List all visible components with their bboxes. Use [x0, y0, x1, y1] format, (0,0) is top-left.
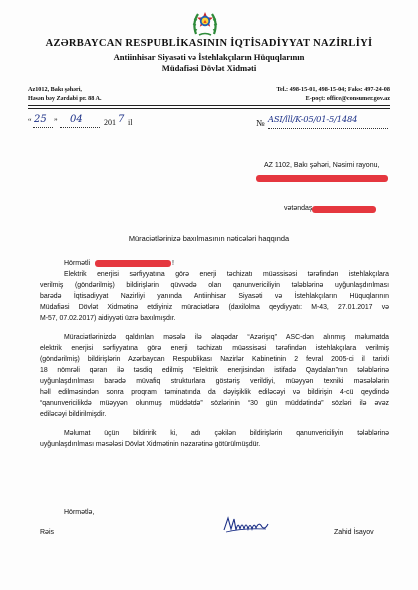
- p3-line: Məlumat üçün bildiririk ki, adı çəkilən bildirişlərin qanunvericiliyin tələblərinə: [64, 430, 389, 437]
- p1-line: Müdafiəsi Dövlət Xidmətinə etdiyiniz müraciətlərə (daxilolma qeydiyyatı: M-43, 27.01.2017 və: [40, 304, 389, 311]
- date-il-label: il: [128, 118, 133, 127]
- p2-line: həll edilməsindən sonra proqram təminatında da dəyişiklik ediləcəyi və bildirişin 4-cü qeydində: [40, 389, 389, 396]
- salutation: Hörmətli: [64, 260, 91, 267]
- recipient-vetendas: vətəndaş: [284, 205, 313, 212]
- ministry-title: AZƏRBAYCAN RESPUBLİKASININ İQTİSADİYYAT NAZİRLİYİ: [45, 38, 373, 49]
- handwritten-signature-icon: [222, 512, 270, 536]
- recipient-address: AZ 1102, Bakı şəhəri, Nəsimi rayonu,: [264, 162, 380, 169]
- date-day-line: [33, 127, 53, 128]
- contact-email: E-poçt: office@consumer.gov.az: [305, 95, 390, 102]
- salutation-end: !: [172, 260, 174, 267]
- agency-title-line1: Antiinhisar Siyasəti və İstehlakçıların Hüquqlarının: [113, 52, 305, 62]
- subject: Müraciətlərinizə baxılmasının nəticələri haqqında: [128, 234, 290, 243]
- signatory-title: Rəis: [40, 529, 55, 536]
- date-close-quote: ”: [54, 117, 58, 126]
- agency-title-line2: Müdafiəsi Dövlət Xidməti: [161, 63, 257, 73]
- header-rule-thick: [28, 105, 390, 106]
- redacted-salutation-name: [95, 260, 171, 267]
- p1-line: M-57, 07.02.2017) aidiyyəti üzrə baxılmışdır.: [40, 315, 176, 322]
- date-year-suffix: 7: [118, 114, 125, 125]
- date-year-prefix: 201: [104, 118, 116, 127]
- p2-line: Müraciətlərinizdə qaldırılan məsələ ilə əlaqədar “Azərişıq” ASC-dən alınmış məlumatda: [64, 334, 389, 341]
- p1-line: verilmiş (göndərilmiş) bildirişlərin qüvvədə olan qanunvericiliyin tələblərinə uyğunlaşdırılması: [40, 282, 389, 289]
- p3-line: uyğunlaşdırılması məsələsi Dövlət Xidmətinin nəzarətinə götürülmüşdür.: [40, 441, 261, 448]
- closing-regards: Hörmətlə,: [64, 509, 95, 516]
- header-rule-thin: [28, 108, 390, 109]
- redacted-street: [256, 175, 388, 182]
- number-value: ASI/lll/K-05/01-5/1484: [268, 114, 358, 124]
- address-line2: Həsən bəy Zərdabi pr. 88 A.: [28, 95, 102, 102]
- p2-line: “qanunvericilikdə müəyyən olunmuş müddətdə” sözlərinin “30 gün müddətində” sözləri ilə əvəz: [40, 400, 389, 407]
- address-line1: Az1012, Bakı şəhəri,: [28, 86, 82, 93]
- number-label: №: [256, 118, 265, 128]
- date-day: 25: [34, 114, 47, 125]
- date-month: 04: [70, 114, 83, 125]
- p2-line: (göndərilmiş) bildirişlərin Azərbaycan Respublikası Nazirlər Kabinetinin 2 fevral 2005-ci il tarixli: [40, 356, 389, 363]
- p2-line: elektrik enerjisi sərfiyyatına görə enerji təchizatı müəssisəsi tərəfindən istehlakçılara verilmiş: [40, 345, 389, 352]
- number-line: [268, 128, 388, 129]
- p2-line: ediləcəyi bildirilmişdir.: [40, 411, 107, 418]
- p2-line: uyğunlaşdırılması barədə müvafiq strukturlara göstəriş verildiyi, müəyyən texniki məsələlərin: [40, 378, 389, 385]
- contact-phones: Tel.: 498-15-01, 498-15-04; Faks: 497-24-08: [276, 86, 390, 93]
- p1-line: barədə İqtisadiyyat Nazirliyi yanında Antiinhisar Siyasəti və İstehlakçıların Hüquqlarının: [40, 293, 389, 300]
- p2-line: 18 nömrəli qərarı ilə təsdiq edilmiş “Elektrik enerjisindən istifadə Qaydaları”nın tələblərinə: [40, 367, 389, 374]
- p1-line: Elektrik enerjisi sərfiyyatına görə enerji təchizatı müəssisəsi tərəfindən istehlakçılara: [64, 271, 389, 278]
- redacted-recipient-name: [312, 206, 376, 213]
- date-month-line: [60, 127, 100, 128]
- date-open-quote: “: [28, 117, 32, 126]
- signatory-name: Zahid İsayov: [334, 529, 374, 536]
- azerbaijan-state-emblem-icon: [190, 8, 220, 38]
